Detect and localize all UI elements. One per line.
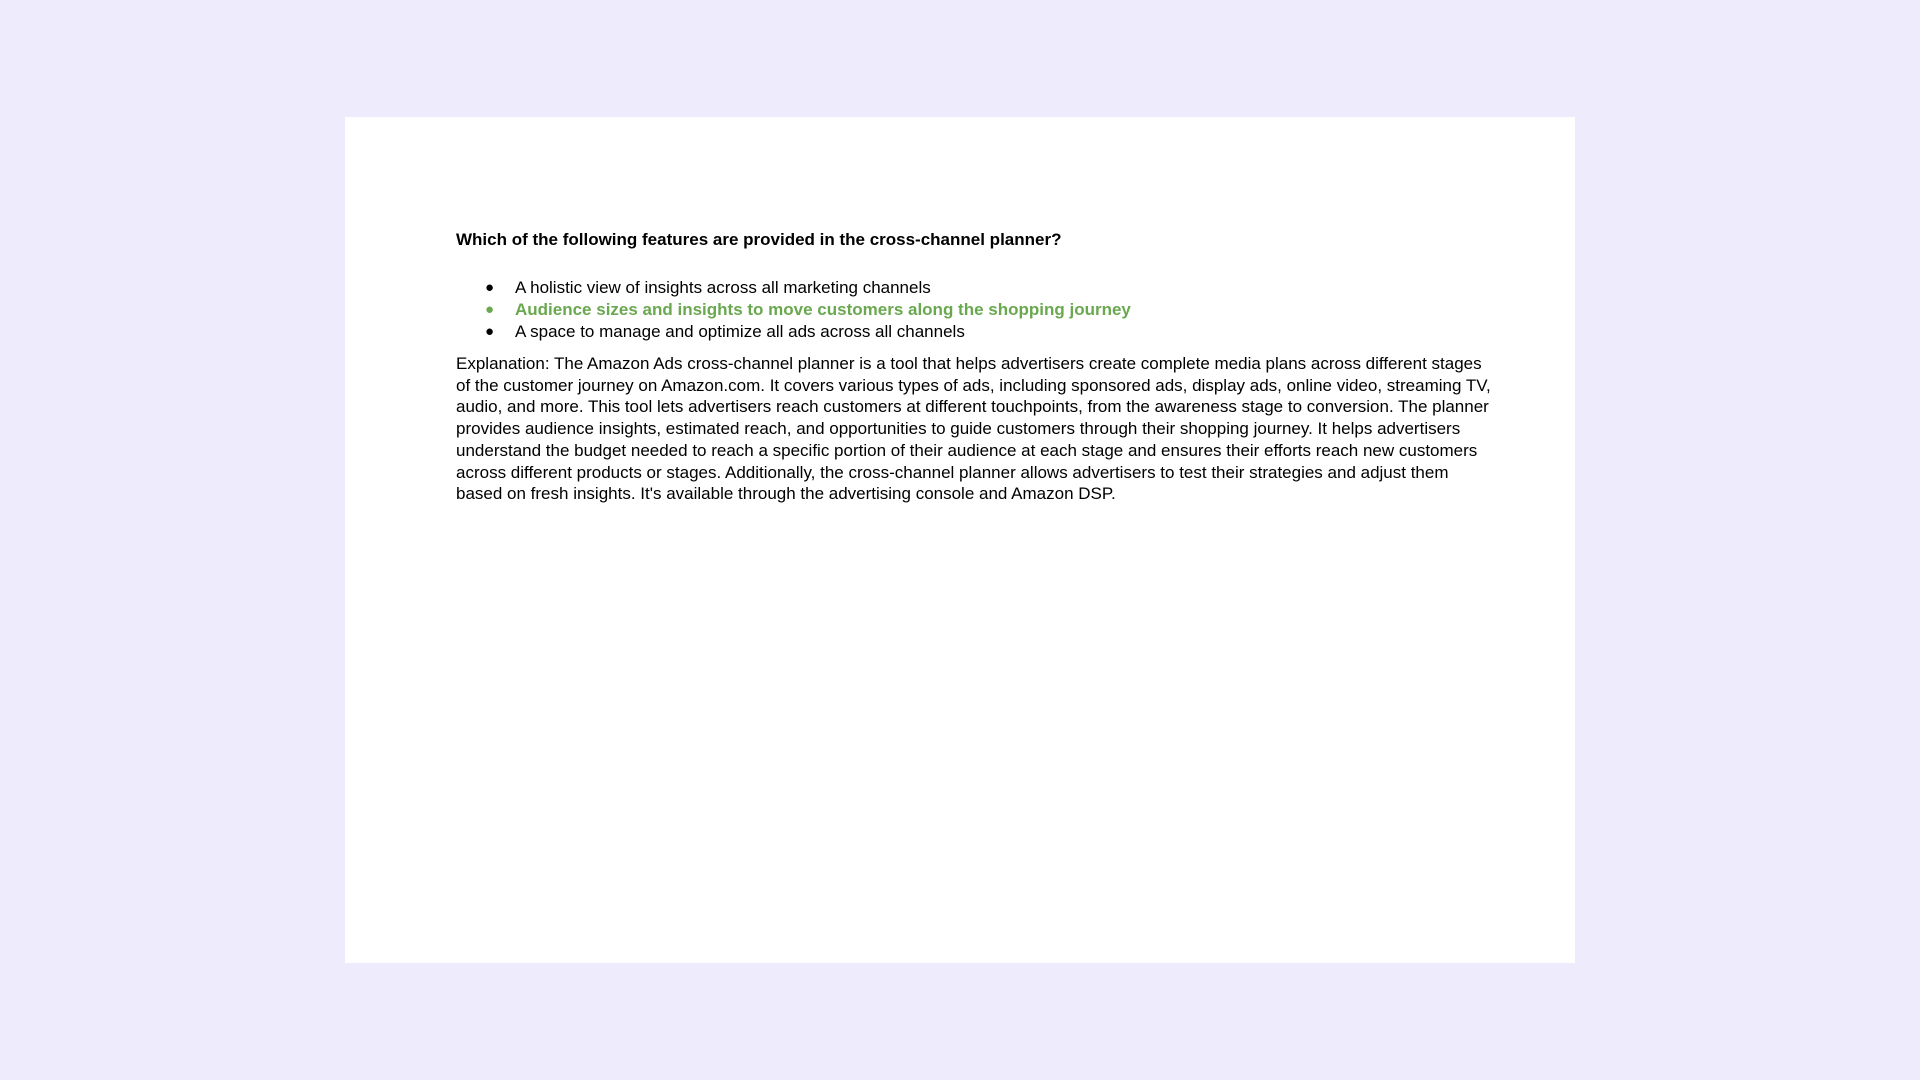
question-block [456, 229, 1491, 505]
explanation-line: of the customer journey on Amazon.com. It covers various types of ads, including sponsored ads, display ads, online video, streaming TV, [456, 375, 1491, 395]
explanation-line: based on fresh insights. It's available through the advertising console and Amazon DSP. [456, 484, 1116, 504]
option-item [456, 321, 1466, 343]
option-text: A holistic view of insights across all marketing channels [515, 278, 931, 297]
question-text: Which of the following features are provided in the cross-channel planner? [456, 230, 1062, 249]
explanation-line: Explanation: The Amazon Ads cross-channel planner is a tool that helps advertisers create complete media plans across different stages [456, 354, 1482, 373]
explanation-line: understand the budget needed to reach a specific portion of their audience at each stage and ensures their efforts reach new customers [456, 440, 1478, 460]
answer-options [456, 277, 1466, 343]
option-item [456, 277, 1466, 299]
bullet-icon: ● [485, 279, 495, 296]
option-text: Audience sizes and insights to move customers along the shopping journey [515, 300, 1131, 319]
option-text: A space to manage and optimize all ads across all channels [515, 322, 965, 341]
explanation-line: across different products or stages. Additionally, the cross-channel planner allows advertisers to test their strategies and adjust them [456, 462, 1449, 482]
explanation-paragraph [456, 353, 1491, 505]
bullet-icon: ● [485, 323, 495, 340]
document-page [345, 117, 1575, 963]
option-item-correct [456, 299, 1466, 321]
bullet-icon: ● [485, 301, 495, 318]
explanation-line: audio, and more. This tool lets advertisers reach customers at different touchpoints, from the awareness stage to conversion. The planner [456, 397, 1489, 417]
explanation-line: provides audience insights, estimated reach, and opportunities to guide customers through their shopping journey. It helps advertisers [456, 419, 1461, 439]
